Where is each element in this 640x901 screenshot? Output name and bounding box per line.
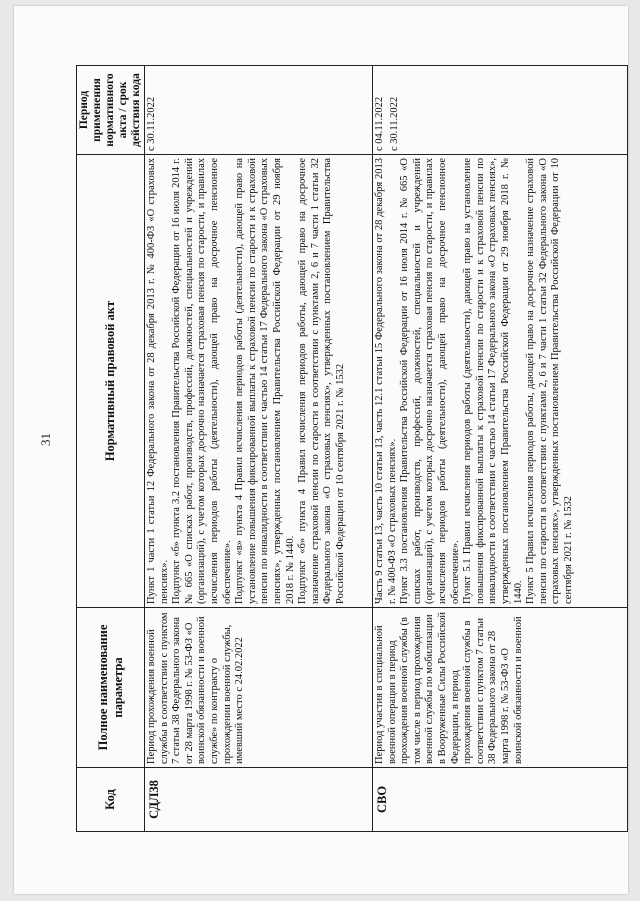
row-legal-acts bbox=[373, 155, 628, 608]
legal-act-item: Пункт 1 части 1 статьи 12 Федерального закона от 28 декабря 2013 г. № 400-ФЗ «О страховых пенсиях». bbox=[146, 158, 170, 604]
period-value: с 30.11.2022 bbox=[388, 96, 400, 151]
legal-act-item: Подпункт «в» пункта 4 Правил исчисления периодов работы (деятельности), дающей право на установление повышения фиксированной выплаты к страховой пенсии по старости и к страховой пенсии по инвалидности в соответствии с частью 14 статьи 17 Федерального закона «О страховых пенсиях», утвержденных постановлением Правительства Российской Федерации от 29 ноября 2018 г. № 1440. bbox=[234, 158, 296, 604]
row-period bbox=[145, 66, 373, 155]
rotated-table-container bbox=[76, 66, 619, 832]
legal-act-item: Часть 9 статьи 13, часть 10 статьи 13, часть 12.1 статьи 15 Федерального закона от 28 декабря 2013 г. № 400-ФЗ «О страховых пенсиях». bbox=[374, 158, 398, 604]
row-parameter-name: Период прохождения военной службы в соответствии с пунктом 7 статьи 38 Федерального закона от 28 марта 1998 г. № 53-ФЗ «О воинской обязанности и военной службе» по контракту о прохождении военной службы, имевший место с 24.02.2022 bbox=[145, 608, 373, 768]
table-header-row bbox=[77, 66, 145, 832]
header-act: Нормативный правовой акт bbox=[77, 155, 145, 608]
legal-act-item: Пункт 5 Правил исчисления периодов работы, дающей право на досрочное назначение страховой пенсии по старости в соответствии с пунктами 2, 6 и 7 части 1 статьи 32 Федерального закона «О страховых пенсиях», утвержденных постановлением Правительства Российской Федерации от 10 сентября 2021 г. № 1532 bbox=[525, 158, 574, 604]
legal-act-item: Пункт 3.3 постановления Правительства Российской Федерации от 16 июля 2014 г. № 665 «О списках работ, производств, профессий, должностей, специальностей и учреждений (организаций), с учетом которых досрочно назначается страховая пенсия по старости, и правилах исчисления периодов работы (деятельности), дающей право на досрочное пенсионное обеспечение». bbox=[399, 158, 461, 604]
document-page bbox=[14, 6, 628, 894]
period-value: с 30.11.2022 bbox=[146, 96, 157, 151]
row-code: СВО bbox=[373, 768, 628, 832]
table-row bbox=[373, 66, 628, 832]
table-row bbox=[145, 66, 373, 832]
page-number: 31 bbox=[38, 433, 53, 446]
header-code: Код bbox=[77, 768, 145, 832]
row-parameter-name: Период участия в специальной военной операции в период прохождения военной службы (в том числе в период прохождения военной службы по мобилизации в Вооруженные Силы Российской Федерации, в период прохождения военной службы в соответствии с пунктом 7 статьи 38 Федерального закона от 28 марта 1998 г. № 53-ФЗ «О воинской обязанности и военной bbox=[373, 608, 628, 768]
row-period bbox=[373, 66, 628, 155]
row-code: СДЛ38 bbox=[145, 768, 373, 832]
header-name: Полное наименование параметра bbox=[77, 608, 145, 768]
legal-act-item: Пункт 5.1 Правил исчисления периодов работы (деятельности), дающей право на установление повышения фиксированной выплаты к страховой пенсии по старости и к страховой пенсии по инвалидности в соответствии с частью 14 статьи 17 Федерального закона «О страховых пенсиях», утвержденных постановлением Правительства Российской Федерации от 29 ноября 2018 г. № 1440. bbox=[462, 158, 524, 604]
parameters-table bbox=[76, 65, 628, 832]
header-period: Период применения нормативного акта / срок действия кода bbox=[77, 66, 145, 155]
row-legal-acts bbox=[145, 155, 373, 608]
legal-act-item: Подпункт «б» пункта 4 Правил исчисления периодов работы, дающей право на досрочное назначение страховой пенсии по старости в соответствии с пунктами 2, 6 и 7 части 1 статьи 32 Федерального закона «О страховых пенсиях», утвержденных постановлением Правительства Российской Федерации от 10 сентября 2021 г. № 1532 bbox=[297, 158, 346, 604]
period-value: с 04.11.2022 bbox=[374, 96, 385, 151]
legal-act-item: Подпункт «б» пункта 3.2 постановления Правительства Российской Федерации от 16 июля 2014 г. № 665 «О списках работ, производств, профессий, должностей, специальностей и учреждений (организаций), с учетом которых досрочно назначается страховая пенсия по старости, и правилах исчисления периодов работы (деятельности), дающей право на досрочное пенсионное обеспечение». bbox=[171, 158, 233, 604]
